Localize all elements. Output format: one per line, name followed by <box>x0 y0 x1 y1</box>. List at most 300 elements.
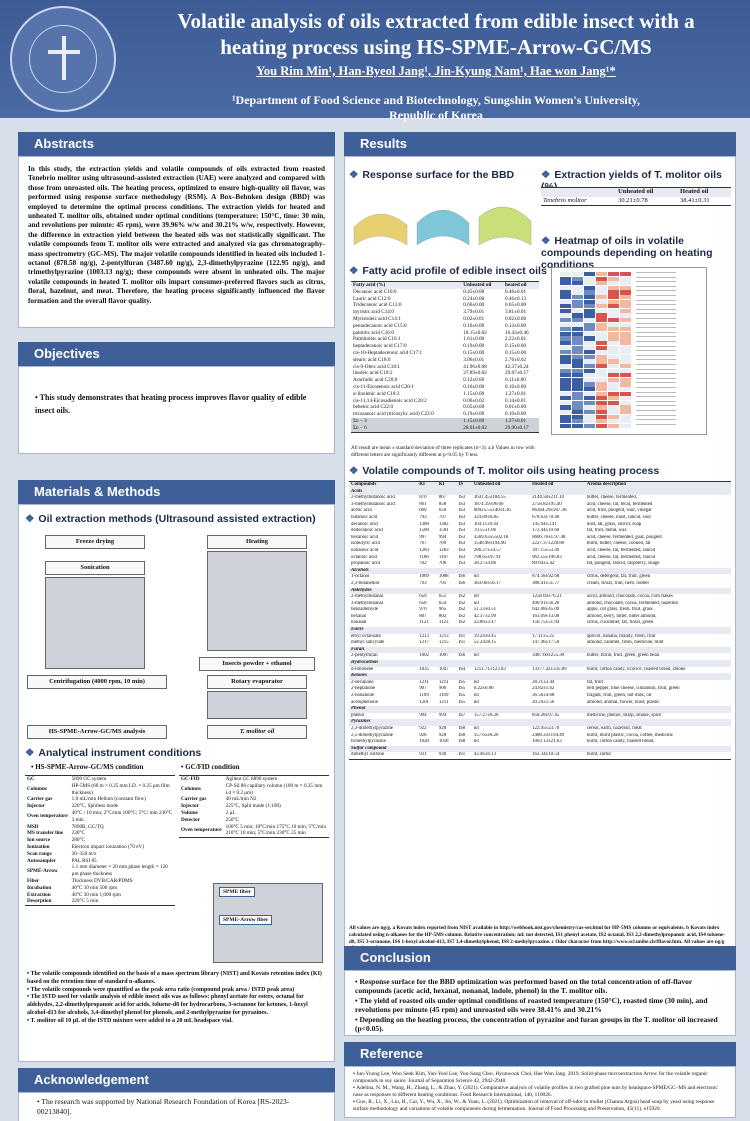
volatile-cell: propanoic acid <box>351 561 380 567</box>
heatmap-cell <box>596 378 607 382</box>
volatile-cell: 793 <box>419 514 427 520</box>
volatile-cell: 52.24±8.15 <box>473 640 497 646</box>
heatmap-cell <box>608 313 619 317</box>
volatile-cell: decanoic acid <box>351 521 378 527</box>
step-rotary-evaporator: Rotary evaporator <box>207 675 307 689</box>
fatty-cell: 0.45±0.00 <box>463 288 485 295</box>
volatile-cell: butter, cheese, must, rancid, sour <box>586 514 652 520</box>
heatmap-cell <box>584 346 595 350</box>
volatile-cell: IS3 <box>458 521 466 527</box>
volatile-cell: fat, fruit, metal, wax <box>586 528 627 534</box>
condition-row <box>179 796 329 803</box>
heatmap-cell <box>584 410 595 414</box>
heatmap-cell <box>620 364 631 368</box>
condition-row <box>179 824 329 838</box>
volatile-cell: IS6 <box>458 574 466 580</box>
heatmap-cell <box>596 286 607 290</box>
heatmap-cell <box>608 272 619 276</box>
condition-label: Oven temperature <box>27 813 68 820</box>
step-freeze-drying: Freeze drying <box>45 535 145 549</box>
heatmap-cell <box>584 419 595 423</box>
fatty-cell: 0.15±0.00 <box>505 343 527 350</box>
fatty-cell: 0.16±0.00 <box>463 383 485 390</box>
volatile-row <box>349 548 731 555</box>
volatile-cell: 13377.42±335.89 <box>532 666 567 672</box>
volatile-cell: 286.27±±4.57 <box>473 547 502 553</box>
fatty-cell: 0.02±0.01 <box>463 315 485 322</box>
condition-row <box>179 776 329 783</box>
condition-row <box>25 776 175 783</box>
condition-row <box>25 892 175 899</box>
volatile-row <box>349 607 731 614</box>
condition-value: Electron impact ionization (70 eV) <box>71 843 144 850</box>
heatmap-cell <box>620 309 631 313</box>
conclusion-item: • The yield of roasted oils under optimal conditions of roasted temperature (150°C), roasted time (30 min), and revolutions per minute (45 rpm) and unroasted oils were 38.41% and 30.21% <box>355 996 725 1015</box>
fid-condition-table <box>179 775 329 838</box>
fatty-cell: Lauric acid C12:0 <box>353 295 391 302</box>
volatile-cell: 3-methylbutanal <box>351 600 384 606</box>
heatmap-cell <box>560 281 571 285</box>
volatile-cell: 928 <box>438 725 447 731</box>
step-heating: Heating <box>207 535 307 549</box>
heatmap-cell <box>584 405 595 409</box>
condition-row <box>25 783 175 797</box>
heatmap-cell <box>620 286 631 290</box>
heatmap-cell <box>596 313 607 317</box>
volatile-cell: 1187 <box>438 554 449 560</box>
fatty-note: All result are mean ± standard deviation of three replicates (n=3). a,b Values in row with different letters are significantly different at p<0.05 by T-test. <box>351 445 535 458</box>
heatmap-cell <box>584 396 595 400</box>
heatmap-cell <box>584 401 595 405</box>
fatty-row <box>351 296 539 303</box>
fatty-acid-table <box>351 281 539 433</box>
heatmap-cell <box>572 332 583 336</box>
condition-value: 250°C <box>225 816 239 823</box>
fatty-row <box>351 357 539 364</box>
methods-notes <box>27 971 327 1026</box>
volatile-cell: 793 <box>419 580 427 586</box>
objectives-text: This study demonstrates that heating process improves flavor quality of edible insect oils. <box>35 393 307 415</box>
condition-value: PAL RSI 85 <box>71 857 97 864</box>
fatty-cell: 0.46±0.13 <box>505 295 527 302</box>
fatty-cell: 2.76±0.02 <box>505 356 527 363</box>
step-gcms-analysis: HS-SPME-Arrow-GC/MS analysis <box>27 725 167 739</box>
heatmap-cell <box>572 373 583 377</box>
heatmap-cell <box>560 415 571 419</box>
heatmap-cell <box>620 336 631 340</box>
step-centrifugation: Centrifugation (4000 rpm, 10 min) <box>27 675 167 689</box>
volatile-cell: bell pepper, blue cheese, cinnamon, fruit, green <box>586 686 680 692</box>
volatile-cell: 163.09±13.00 <box>532 613 560 619</box>
condition-label: GC-FID <box>181 776 200 782</box>
heatmap-cell <box>560 373 571 377</box>
volatile-title: Volatile compounds of T. molitor oils using heating process <box>362 465 660 477</box>
volatile-row <box>349 700 731 707</box>
volatile-cell: nd <box>473 693 479 698</box>
volatile-cell: medicine, phenol, sharp, smoke, spice <box>586 712 662 718</box>
heatmap-cell <box>584 378 595 382</box>
heatmap-cell <box>560 392 571 396</box>
heatmap-cell <box>596 309 607 313</box>
heatmap-cell <box>608 401 619 405</box>
conclusion-item: • Response surface for the BBD optimization was performed based on the total concentration of off-flavor compounds (acetic acid, hexanal, nonanal, indole, phenol) in the T. molitor oils. <box>355 977 725 996</box>
yield-table: Unheated oil Heated oil Tenebrio molitor 30.21±0.78 38.41±0.31 <box>541 187 731 206</box>
volatile-cell: 157.65±8.26 <box>473 732 499 738</box>
method-note: • The ISTD used for volatile analysis of edible insect oils was as follows: phenyl acetate for esters, octanal for aldehydes, 2,2-dimethylpropanoic acid for acids, toluene-d8 for hydrocarbons, 3-octanone for ketones, 1-hexyl alcohol-d13 for alcohols, 3,4-dimethyl phenol for phenols, and 2-methylpyrazine for pyrazines. <box>27 994 327 1017</box>
heatmap-cell <box>560 378 571 382</box>
volatile-cell: 970 <box>419 607 427 613</box>
fatty-cell: 1.61±0.00 <box>463 336 485 343</box>
volatile-cell: apple, cut grass, fresh, fruit, grass <box>586 607 653 613</box>
condition-value: 40°C 30 min 1,000 rpm <box>71 891 121 898</box>
heatmap-cell <box>608 341 619 345</box>
volatile-cell: nd <box>473 653 479 659</box>
heatmap-cell <box>572 355 583 359</box>
fatty-row <box>351 323 539 330</box>
heatmap-cell <box>620 323 631 327</box>
volatile-cell: 397.15±53.49 <box>532 547 560 553</box>
condition-value: 40°C 10 min 500 rpm <box>71 884 117 891</box>
volatile-cell: IS3 <box>458 541 466 547</box>
fatty-cell: heptadecanoic acid C17:0 <box>353 343 407 350</box>
volatile-cell: 922 <box>419 725 427 731</box>
volatile-cell: butter, cheese, fermented, <box>586 495 638 501</box>
volatile-cell: phenol <box>351 712 365 718</box>
condition-label: Ion source <box>27 837 51 844</box>
volatile-cell: burnt, burnt plastic, cocoa, coffee, medicine <box>586 732 673 738</box>
heatmap-cell <box>584 364 595 368</box>
heatmap-cell <box>572 290 583 294</box>
heatmap-cell <box>572 313 583 317</box>
heatmap-cell <box>596 369 607 373</box>
fatty-row <box>351 309 539 316</box>
volatile-cell: 1283 <box>419 547 429 553</box>
fatty-cell: 0.15±0.00 <box>463 349 485 356</box>
heatmap-cell <box>584 327 595 331</box>
heatmap-cell <box>620 277 631 281</box>
volatile-cell: 89.64±5.42 <box>532 561 555 567</box>
volatile-header: Compounds <box>351 482 377 487</box>
fatty-cell: 0.19±0.00 <box>463 343 485 350</box>
heatmap-cell <box>560 410 571 414</box>
fatty-row <box>351 411 539 418</box>
volatile-row <box>349 752 731 759</box>
fatty-header: heated oil <box>505 282 527 288</box>
heatmap-cell <box>608 277 619 281</box>
heatmap-cell <box>596 401 607 405</box>
heatmap-cell <box>572 295 583 299</box>
volatile-cell: acetic acid <box>351 508 372 514</box>
volatile-cell: IS3 <box>458 508 466 514</box>
heatmap-cell <box>608 327 619 331</box>
volatile-cell: 324.89±8.85 <box>473 514 499 520</box>
heatmap-cell <box>620 396 631 400</box>
heatmap-cell <box>608 359 619 363</box>
condition-value: 220°C 5 min <box>71 898 99 905</box>
heatmap-cell <box>620 350 631 354</box>
volatile-row <box>349 634 731 641</box>
volatile-cell: 1088 <box>438 574 449 580</box>
heatmap-cell <box>620 355 631 359</box>
volatile-row <box>349 601 731 608</box>
condition-label: MSD <box>27 823 39 830</box>
fatty-cell: 3.81±0.01 <box>505 309 527 316</box>
condition-label: Columns <box>27 786 47 793</box>
heatmap-cell <box>584 341 595 345</box>
conclusion-item: • Depending on the heating process, the concentration of pyrazine and furan groups in the T. molitor oil increased (p<0.05). <box>355 1015 725 1034</box>
condition-row <box>25 824 175 831</box>
volatile-cell: 651 <box>438 594 447 600</box>
poster-title: Volatile analysis of oils extracted from edible insect with a heating process using HS-SPME-Arrow-GC/MS <box>177 9 695 59</box>
step-sonication: Sonication <box>45 561 145 575</box>
fatty-cell: 1.27±0.01 <box>505 417 527 424</box>
volatile-cell: hexanoic acid <box>351 534 379 540</box>
heatmap-cell <box>620 318 631 322</box>
fatty-cell: 3.79±0.01 <box>463 309 485 316</box>
heatmap-cell <box>620 341 631 345</box>
heatmap-cell <box>584 295 595 299</box>
heatmap-cell <box>596 424 607 428</box>
fatty-cell: myristic acid C14:0 <box>353 309 394 316</box>
heatmap-cell <box>572 396 583 400</box>
volatile-cell: almond, chocolate, cocoa, fermented, hazelnut <box>586 600 678 606</box>
condition-value: 5890 GC system <box>71 776 107 782</box>
heatmap-cell <box>608 405 619 409</box>
fatty-cell: 0.06±0.02 <box>463 397 485 404</box>
volatile-cell: 1213 <box>419 633 429 639</box>
fatty-cell: 29.90±0.17 <box>505 424 529 431</box>
volatile-cell: IS2 <box>458 594 466 600</box>
heatmap-cell <box>608 290 619 294</box>
volatile-cell: nonanoic acid <box>351 547 379 553</box>
fatty-cell: cis-9-Oleic acid C18:1 <box>353 363 400 370</box>
fatty-cell: 0.65±0.00 <box>505 302 527 309</box>
heatmap-cell <box>596 382 607 386</box>
yield-title: Extraction yields of T. molitor oils (%) <box>541 169 722 193</box>
heatmap-cell <box>560 272 571 276</box>
volatile-cell: 931 <box>419 752 427 758</box>
volatile-cell: 24.82±1.62 <box>532 686 555 692</box>
fatty-cell: tricosanoic acid (tricosylic acid) C23:0 <box>353 411 434 418</box>
volatile-cell: cream, floral, fruit, herb, rubber <box>586 580 650 586</box>
heatmap-cell <box>596 359 607 363</box>
fatty-row <box>351 343 539 350</box>
condition-row <box>179 810 329 817</box>
volatile-cell: 965 <box>438 607 447 613</box>
heatmap-cell <box>584 392 595 396</box>
condition-value: CP-Sil 88 capillary column (100 m × 0.25 mm i.d × 0.2 μm) <box>225 782 323 796</box>
volatile-cell: nd <box>473 679 479 685</box>
volatile-cell: 2488.33±194.49 <box>532 732 565 738</box>
heatmap-cell <box>608 304 619 308</box>
response-surface-plots <box>349 187 535 257</box>
volatile-cell: 1217 <box>419 640 429 646</box>
heatmap-cell <box>560 309 571 313</box>
fatty-cell: Decanoic acid C10:0 <box>353 288 397 295</box>
heatmap-cell <box>584 373 595 377</box>
volatile-cell: nd <box>473 739 479 745</box>
volatile-cell: IS2 <box>458 607 466 613</box>
volatile-cell: 997 <box>419 534 427 540</box>
volatile-cell: dodecanoic acid <box>351 528 383 534</box>
fatty-row <box>351 391 539 398</box>
heatmap-cell <box>560 350 571 354</box>
fatty-cell: pentadecanoic acid C15:0 <box>353 322 407 329</box>
heatmap-cell <box>596 396 607 400</box>
condition-value: Thickness DVB/CAR/PDMS <box>71 877 133 884</box>
volatile-group: Hydrocarbon <box>351 660 378 666</box>
volatile-cell: nd <box>473 600 479 606</box>
volatile-cell: 994 <box>419 712 427 718</box>
gcms-condition-title: • HS-SPME-Arrow-GC/MS condition <box>31 763 144 771</box>
condition-value: Agilent GC 8890 system <box>225 776 278 782</box>
heatmap-cell <box>572 346 583 350</box>
reference-item: • Guo, R., Li, X., Liu, H., Cai, Y., Wu, X., Jin, W., & Yuan, L. (2021). Optimization of removal of off-odor in mullet (Channa Argus) head soup by yeast using response surface methodology and variations of volatile components during fermentation. Journal of Food Processing and Preservation, 45(11), e15920. <box>353 1099 727 1113</box>
condition-label: Oven temperature <box>181 826 222 833</box>
condition-value: 40 mL/min N2 <box>225 796 257 803</box>
heatmap-cell <box>608 419 619 423</box>
volatile-cell: 36.56±4.68 <box>532 693 555 698</box>
volatile-cell: acid, cheese, fat, fermented, rancid <box>586 547 656 553</box>
volatile-cell: 157.27±8.26 <box>473 712 499 718</box>
volatile-cell: 797 <box>438 514 447 520</box>
fatty-cell: 0.16±0.00 <box>505 383 527 390</box>
condition-row <box>179 803 329 810</box>
volatile-cell: burnt, sulfur <box>586 752 612 758</box>
fatty-cell: 0.14±0.01 <box>505 397 527 404</box>
heatmap-cell <box>608 332 619 336</box>
heatmap-cell <box>572 336 583 340</box>
volatile-cell: 1548.98±194.90 <box>473 541 506 547</box>
condition-value: 7890B, GC/TQ <box>71 823 104 830</box>
volatile-cell: 19.24±0.45 <box>473 633 497 639</box>
volatile-cell: 1201 <box>419 699 429 705</box>
heatmap-cell <box>608 415 619 419</box>
fatty-row <box>351 370 539 377</box>
volatile-row <box>349 686 731 693</box>
volatile-cell: 858.28±97.45 <box>532 712 560 718</box>
volatile-cell: 43.46±6.13 <box>473 752 497 758</box>
fatty-row <box>351 425 539 432</box>
volatile-cell: IS3 <box>458 547 466 553</box>
volatile-cell: 807 <box>419 613 427 619</box>
condition-label: Injector <box>181 803 199 810</box>
volatile-cell: 1211 <box>438 679 449 685</box>
heatmap-cell <box>572 382 583 386</box>
volatile-cell: isobutyric acid <box>351 541 380 547</box>
heatmap-cell <box>620 373 631 377</box>
condition-value: 230°C <box>71 830 85 837</box>
volatile-cell: 3569.63±5502.18 <box>473 534 509 540</box>
volatile-cell: 162.34±10.54 <box>532 752 560 758</box>
fatty-cell: 1.15±0.00 <box>463 417 485 424</box>
heatmap-cell <box>620 272 631 276</box>
condition-value: 220°C, Splitless mode <box>71 803 118 810</box>
volatile-cell: 938 <box>438 752 447 758</box>
volatile-cell: IS5 <box>458 679 466 685</box>
condition-label: Detector <box>181 816 201 823</box>
volatile-header: Heated oil <box>532 482 554 487</box>
heatmap-cell <box>620 392 631 396</box>
fatty-cell: Arachidic acid C20:0 <box>353 377 398 384</box>
volatile-group: Pyrazines <box>351 719 371 725</box>
condition-row <box>25 878 175 885</box>
volatile-row <box>349 561 731 568</box>
volatile-cell: 1251.71±123.83 <box>473 666 506 672</box>
volatile-cell: nd <box>473 574 479 580</box>
heatmap-cell <box>560 369 571 373</box>
fatty-cell: Palmitoleic acid C16:1 <box>353 336 401 343</box>
heatmap-cell <box>608 300 619 304</box>
heatmap-cell <box>596 323 607 327</box>
heatmap-cell <box>584 332 595 336</box>
condition-row <box>25 864 175 878</box>
heatmap-cell <box>560 387 571 391</box>
heatmap-cell <box>620 410 631 414</box>
heatmap-cell <box>608 364 619 368</box>
volatile-cell: 1109 <box>419 693 429 698</box>
heatmap-cell <box>596 327 607 331</box>
volatile-cell: 68925.55±4014.36 <box>473 508 511 514</box>
abstract-section <box>18 132 335 328</box>
volatile-cell: 867 <box>438 495 447 501</box>
heatmap-cell <box>572 387 583 391</box>
condition-row <box>25 830 175 837</box>
heatmap-cell <box>572 304 583 308</box>
volatile-cell: IS3 <box>458 554 466 560</box>
fatty-row <box>351 330 539 337</box>
volatile-cell: butter, floral, fruit, green, green bean <box>586 653 660 659</box>
heatmap-cell <box>572 323 583 327</box>
volatile-cell: 1002 <box>419 653 429 659</box>
heatmap-cell <box>596 419 607 423</box>
fatty-cell: 1.27±0.01 <box>505 390 527 397</box>
fatty-cell: 0.24±0.00 <box>463 295 485 302</box>
results-heading: Results <box>344 132 736 156</box>
volatile-cell: 769 <box>438 541 447 547</box>
heatmap-cell <box>584 336 595 340</box>
volatile-cell: 928 <box>419 732 427 738</box>
condition-label: Fiber <box>27 877 40 884</box>
heatmap-cell <box>584 286 595 290</box>
evaporator-image <box>207 691 307 719</box>
heatmap-cell <box>620 295 631 299</box>
abstract-heading: Abstracts <box>18 132 335 156</box>
heatmap-cell <box>560 323 571 327</box>
heatmap-cell <box>560 286 571 290</box>
heatmap-cell <box>608 396 619 400</box>
volatile-cell: almond, berry, bitter, bitter almond, <box>586 613 657 619</box>
heatmap-cell <box>560 313 571 317</box>
volatile-cell: IS3 <box>458 501 466 507</box>
volatile-cell: IS3 <box>458 534 466 540</box>
volatile-cell: 0.22±0.06 <box>473 686 494 692</box>
volatile-cell: 767 <box>419 541 427 547</box>
method-note: • The volatile compounds were quantified as the peak area ratio (compound peak area / ISTD peak area) <box>27 987 327 995</box>
condition-label: Extraction <box>27 891 51 898</box>
fatty-cell: stearic acid C18:0 <box>353 356 391 363</box>
condition-row <box>25 898 175 905</box>
volatile-cell: 2-methylbutanal <box>351 594 384 600</box>
condition-label: Injector <box>27 803 45 810</box>
affiliation: ¹Department of Food Science and Biotechnology, Sungshin Women's University, Republic of Korea <box>231 93 641 122</box>
condition-label: GC <box>27 776 35 782</box>
volatile-cell: acid, cheese, fat, fecal, fermented <box>586 501 653 507</box>
heatmap-cell <box>620 313 631 317</box>
heatmap-cell <box>596 304 607 308</box>
heatmap-cell <box>572 341 583 345</box>
volatile-row <box>349 541 731 548</box>
